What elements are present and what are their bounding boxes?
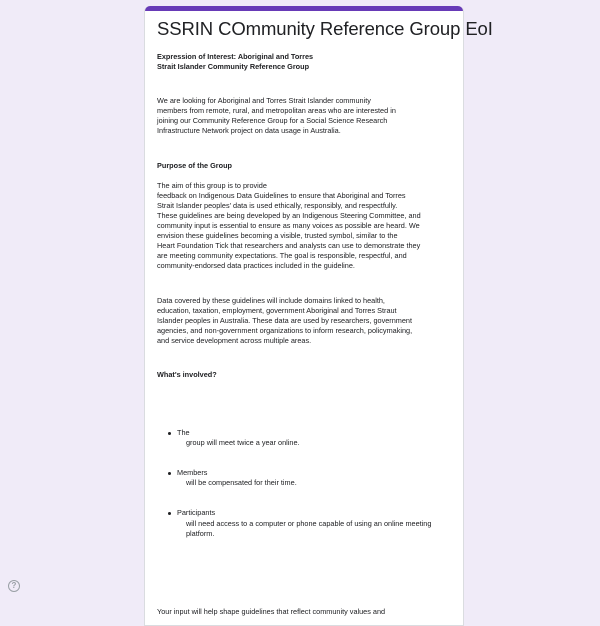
- data-paragraph: Data covered by these guidelines will include domains linked to health, education, taxation, employment, government Aboriginal and Torres Straut Islander peoples in Australia. These data are used by researchers, government agencies, and non-government organizations to inform research, policymaking, and service development across multiple areas.: [157, 295, 413, 345]
- help-circle-icon[interactable]: ?: [8, 580, 20, 592]
- list-item-body: group will meet twice a year online.: [186, 438, 300, 448]
- list-item-body: will be compensated for their time.: [186, 478, 297, 488]
- form-content: [157, 18, 493, 617]
- list-item-body: will need access to a computer or phone capable of using an online meeting platform.: [186, 518, 432, 538]
- form-subtitle: Expression of Interest: Aboriginal and Torres Strait Islander Community Reference Group: [157, 52, 314, 72]
- involved-heading: What's involved?: [157, 369, 217, 379]
- list-item: [171, 428, 457, 448]
- form-description: [157, 52, 457, 617]
- list-item: [171, 468, 457, 488]
- closing-paragraph: Your input will help shape guidelines that reflect community values and: [157, 606, 386, 616]
- list-item-head: The: [177, 428, 190, 438]
- purpose-paragraph: The aim of this group is to provide feedback on Indigenous Data Guidelines to ensure that Aboriginal and Torres Strait Islander peoples' data is used ethically, responsibly, and respectfully. These guidelines are being developed by an Indigenous Steering Committee, and community input is essential to ensure as many voices as possible are heard. We envision these guidelines becoming a visible, trusted symbol, similar to the Heart Foundation Tick that researchers and analysts can use to demonstrate they are meeting community expectations. The goal is responsible, respectful, and community-endorsed data practices included in the guideline.: [157, 180, 421, 271]
- form-header-card: [144, 6, 493, 626]
- form-title: SSRIN COmmunity Reference Group EoI: [157, 18, 493, 39]
- list-item-head: Members: [177, 468, 208, 478]
- list-item-head: Participants: [177, 508, 216, 518]
- intro-paragraph: We are looking for Aboriginal and Torres Strait Islander community members from remote, rural, and metropolitan areas who are interested in joining our Community Reference Group for a Social Science Research Infrastructure Network project on data usage in Australia.: [157, 96, 396, 136]
- list-item: [171, 508, 457, 538]
- accent-bar: [145, 6, 463, 11]
- purpose-heading: Purpose of the Group: [157, 160, 232, 170]
- involved-list: [157, 428, 457, 539]
